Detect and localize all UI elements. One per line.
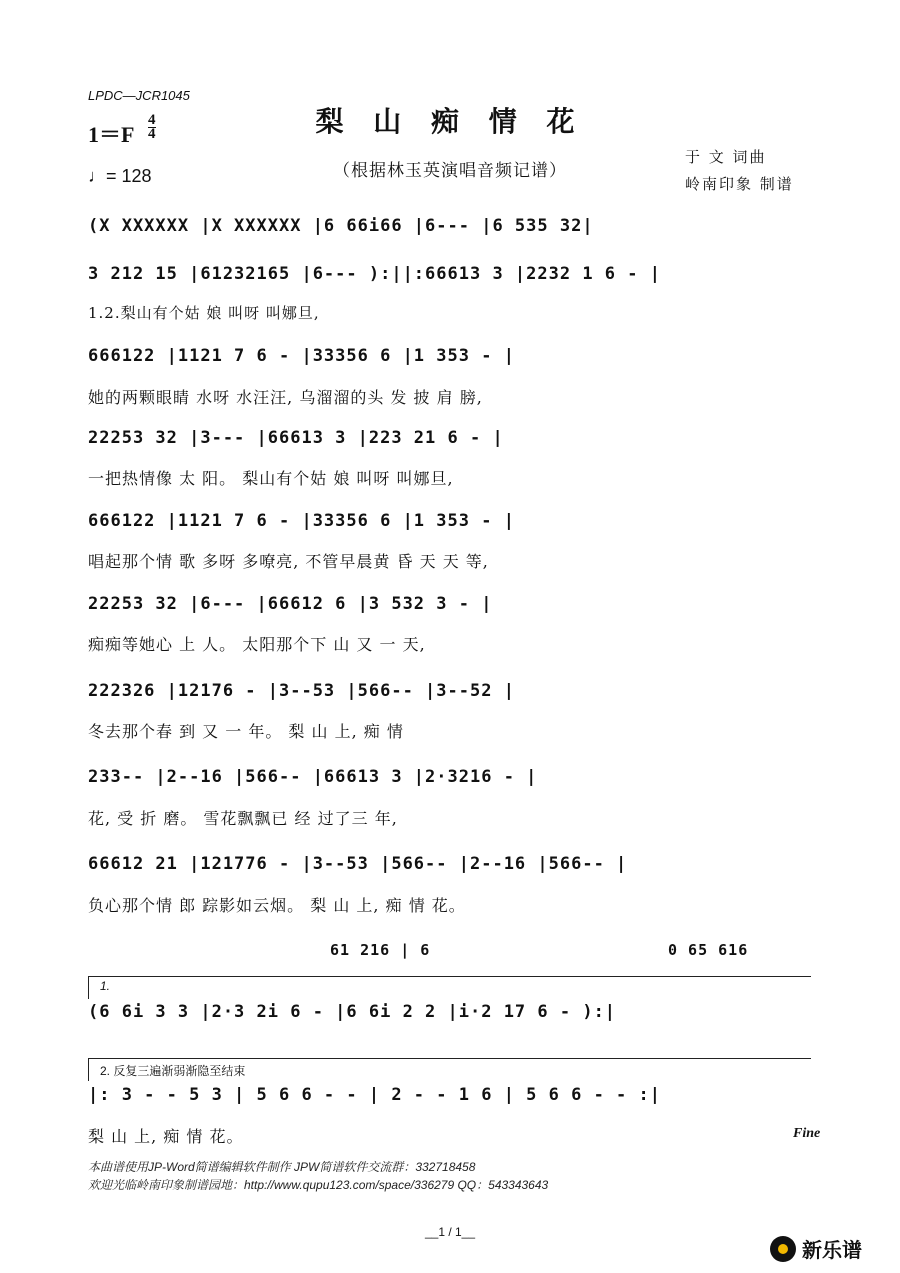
fine-mark: Fine	[793, 1126, 821, 1141]
brand-logo	[770, 1234, 862, 1263]
brand-text: 新乐谱	[802, 1238, 862, 1262]
author-credit: 于 文 词曲	[685, 148, 767, 166]
ending-2-lyric: 梨 山 上, 痴 情 花。	[88, 1127, 244, 1146]
score-line-8-lyric: 花, 受 折 磨。 雪花飘飘已 经 过了三 年,	[88, 809, 398, 828]
brand-icon	[770, 1236, 796, 1262]
score-line-6-notes: 22253 32 |6--- |66612 6 |3 532 3 - |	[88, 594, 493, 614]
time-top: 4	[148, 112, 156, 128]
score-code: LPDC—JCR1045	[88, 88, 190, 103]
page-number: __1 / 1__	[424, 1225, 476, 1239]
score-line-3-lyric: 她的两颗眼睛 水呀 水汪汪, 乌溜溜的头 发 披 肩 膀,	[88, 388, 483, 407]
ending-1-bracket	[88, 976, 811, 999]
time-signature	[148, 114, 156, 141]
score-line-1-notes: (X XXXXXX |X XXXXXX |6 66i66 |6--- |6 535 32|	[88, 216, 594, 236]
score-line-8-notes: 233-- |2--16 |566-- |66613 3 |2·3216 - |	[88, 767, 538, 787]
ending-1-label: 1.	[100, 979, 111, 993]
score-line-5-lyric: 唱起那个情 歌 多呀 多嘹亮, 不管早晨黄 昏 天 天 等,	[88, 552, 489, 571]
footer-line-1: 本曲谱使用JP-Word简谱编辑软件制作 JPW简谱软件交流群：332718458	[88, 1160, 476, 1174]
ending-1-upper-a: 61 216 | 6	[330, 941, 431, 959]
song-title: 梨 山 痴 情 花	[315, 105, 585, 138]
ending-1-notes: (6 6i 3 3 |2·3 2i 6 - |6 6i 2 2 |i·2 17 6 - ):|	[88, 1002, 617, 1022]
score-line-3-notes: 666122 |1121 7 6 - |33356 6 |1 353 - |	[88, 346, 515, 366]
time-bottom: 4	[148, 126, 156, 142]
score-line-7-notes: 222326 |12176 - |3--53 |566-- |3--52 |	[88, 681, 515, 701]
score-line-2-notes: 3 212 15 |61232165 |6--- ):||:66613 3 |2232 1 6 - |	[88, 264, 661, 284]
score-line-5-notes: 666122 |1121 7 6 - |33356 6 |1 353 - |	[88, 511, 515, 531]
score-line-9-notes: 66612 21 |121776 - |3--53 |566-- |2--16 |566-- |	[88, 854, 628, 874]
maker-credit: 岭南印象 制谱	[685, 175, 794, 193]
ending-2-label: 2. 反复三遍渐弱渐隐至结束	[100, 1064, 246, 1078]
score-line-9-lyric: 负心那个情 郎 踪影如云烟。 梨 山 上, 痴 情 花。	[88, 896, 466, 915]
score-line-4-notes: 22253 32 |3--- |66613 3 |223 21 6 - |	[88, 428, 504, 448]
tempo-mark: ♩= 128	[88, 166, 152, 186]
score-line-2-lyric: 1.2.梨山有个姑 娘 叫呀 叫娜旦,	[88, 304, 320, 322]
footer-line-2: 欢迎光临岭南印象制谱园地：http://www.qupu123.com/space/336279 QQ：543343643	[88, 1178, 549, 1192]
score-line-6-lyric: 痴痴等她心 上 人。 太阳那个下 山 又 一 天,	[88, 635, 426, 654]
ending-2-notes: |: 3 - - 5 3 | 5 6 6 - - | 2 - - 1 6 | 5 6 6 - - :|	[88, 1085, 661, 1105]
song-subtitle: （根据林玉英演唱音频记谱）	[333, 161, 567, 181]
ending-1-upper-b: 0 65 616	[668, 941, 749, 959]
key-signature: 1＝F	[88, 122, 135, 147]
score-line-4-lyric: 一把热情像 太 阳。 梨山有个姑 娘 叫呀 叫娜旦,	[88, 469, 454, 488]
score-line-7-lyric: 冬去那个春 到 又 一 年。 梨 山 上, 痴 情	[88, 722, 404, 741]
